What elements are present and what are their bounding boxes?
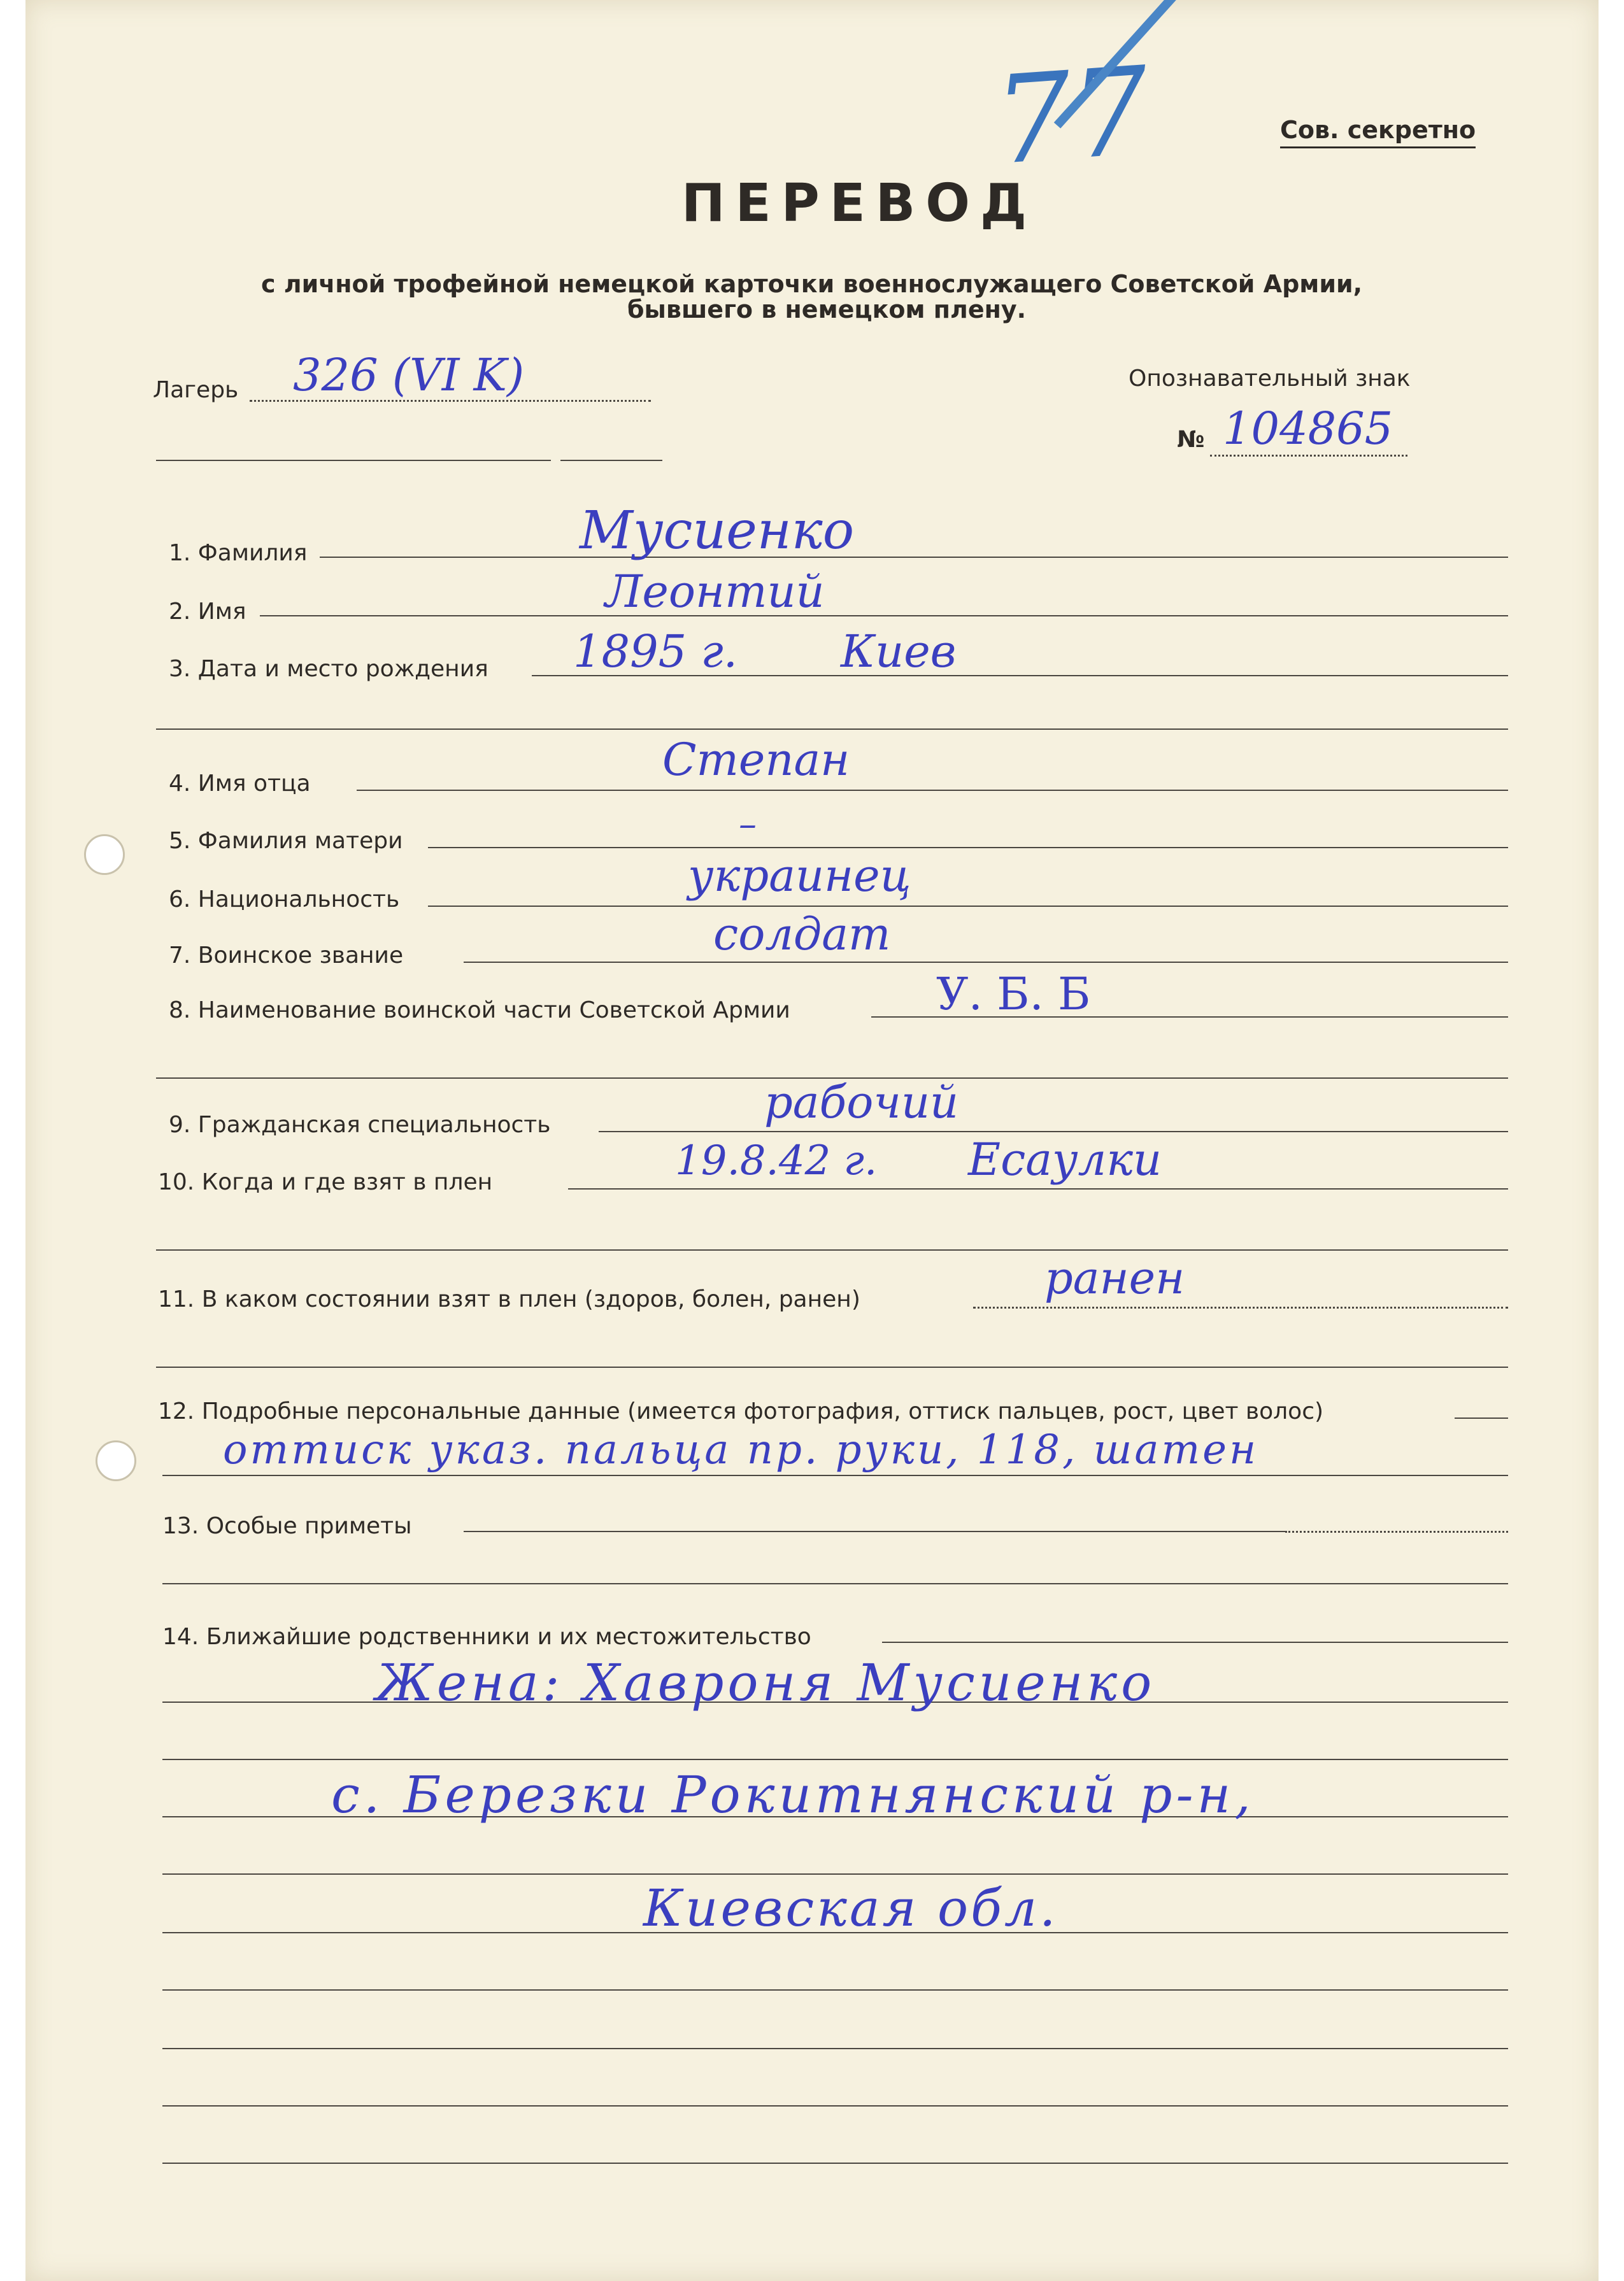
field-condition-label: 11. В каком состоянии взят в плен (здоров, болен, ранен) xyxy=(158,1286,860,1312)
field-birth-line-2 xyxy=(156,728,1508,730)
field-relatives-line xyxy=(882,1642,1508,1643)
field-name-line xyxy=(260,615,1508,616)
id-tag-number-prefix: № xyxy=(1177,427,1205,453)
field-capture-label: 10. Когда и где взят в плен xyxy=(158,1169,493,1195)
classification-stamp: Сов. секретно xyxy=(1280,116,1476,148)
field-marks-line-2 xyxy=(162,1583,1508,1584)
document-subtitle-line2: бывшего в немецком плену. xyxy=(627,295,1027,323)
relatives-value-line3: Киевская обл. xyxy=(643,1879,1058,1938)
field-unit-label: 8. Наименование воинской части Советской Армии xyxy=(169,997,790,1023)
field-nationality-value: украинец xyxy=(688,849,911,902)
camp-value: 326 (VI K) xyxy=(293,349,525,401)
field-surname-line xyxy=(320,557,1508,558)
field-condition-line xyxy=(973,1307,1508,1309)
relatives-value-line1: Жена: Хавроня Мусиенко xyxy=(376,1653,1156,1712)
field-mother-line xyxy=(428,847,1508,848)
relatives-line-7 xyxy=(162,2048,1508,2049)
field-surname-label: 1. Фамилия xyxy=(169,540,308,566)
document-subtitle-line1: с личной трофейной немецкой карточки военнослужащего Советской Армии, xyxy=(261,270,1363,298)
field-personal-line xyxy=(1455,1418,1508,1419)
punch-hole-top xyxy=(84,834,125,875)
field-unit-value: У. Б. Б xyxy=(936,968,1091,1020)
field-name-value: Леонтий xyxy=(605,565,825,618)
field-profession-line xyxy=(599,1131,1508,1132)
field-mother-label: 5. Фамилия матери xyxy=(169,828,403,854)
relatives-line-6 xyxy=(162,1989,1508,1991)
archive-mark: 77 xyxy=(990,40,1154,192)
field-marks-label: 13. Особые приметы xyxy=(162,1513,412,1539)
field-rank-line xyxy=(464,962,1508,963)
field-personal-label: 12. Подробные персональные данные (имеется фотография, оттиск пальцев, рост, цвет волос) xyxy=(158,1398,1324,1425)
relatives-line-2 xyxy=(162,1759,1508,1760)
relatives-line-8 xyxy=(162,2105,1508,2107)
field-name-label: 2. Имя xyxy=(169,599,246,625)
camp-line-2b xyxy=(560,460,662,461)
relatives-line-9 xyxy=(162,2163,1508,2164)
camp-label: Лагерь xyxy=(153,377,239,403)
id-tag-label: Опознавательный знак xyxy=(1129,366,1411,392)
field-rank-value: солдат xyxy=(713,908,891,960)
field-condition-line-2 xyxy=(156,1367,1508,1368)
field-profession-label: 9. Гражданская специальность xyxy=(169,1112,551,1138)
field-relatives-label: 14. Ближайшие родственники и их местожительство xyxy=(162,1624,811,1650)
field-father-value: Степан xyxy=(662,734,850,786)
field-capture-line-2 xyxy=(156,1249,1508,1251)
punch-hole-bottom xyxy=(96,1440,136,1481)
field-marks-line-dotted xyxy=(1285,1531,1508,1533)
field-birth-place-value: Киев xyxy=(841,625,957,678)
id-tag-value: 104865 xyxy=(1223,402,1393,455)
field-profession-value: рабочий xyxy=(764,1076,959,1128)
field-capture-line xyxy=(568,1188,1508,1190)
field-mother-value: – xyxy=(739,804,757,845)
field-rank-label: 7. Воинское звание xyxy=(169,942,404,969)
field-nationality-label: 6. Национальность xyxy=(169,886,400,913)
field-capture-place-value: Есаулки xyxy=(968,1133,1162,1186)
field-surname-value: Мусиенко xyxy=(580,501,855,561)
field-birth-label: 3. Дата и место рождения xyxy=(169,656,488,682)
field-condition-value: ранен xyxy=(1044,1252,1185,1304)
relatives-value-line2: с. Березки Рокитнянский р-н, xyxy=(331,1765,1255,1824)
field-capture-date-value: 19.8.42 г. xyxy=(675,1137,878,1184)
field-personal-value: оттиск указ. пальца пр. руки, 118, шатен xyxy=(223,1426,1259,1474)
field-father-line xyxy=(357,790,1508,791)
camp-line-2a xyxy=(156,460,551,461)
field-birth-date-value: 1895 г. xyxy=(573,625,738,678)
field-father-label: 4. Имя отца xyxy=(169,771,311,797)
relatives-line-4 xyxy=(162,1873,1508,1875)
document-title: ПЕРЕВОД xyxy=(681,173,1037,234)
id-tag-line xyxy=(1210,455,1407,457)
field-nationality-line xyxy=(428,906,1508,907)
field-marks-line xyxy=(464,1531,1285,1532)
field-personal-line-2 xyxy=(162,1475,1508,1476)
